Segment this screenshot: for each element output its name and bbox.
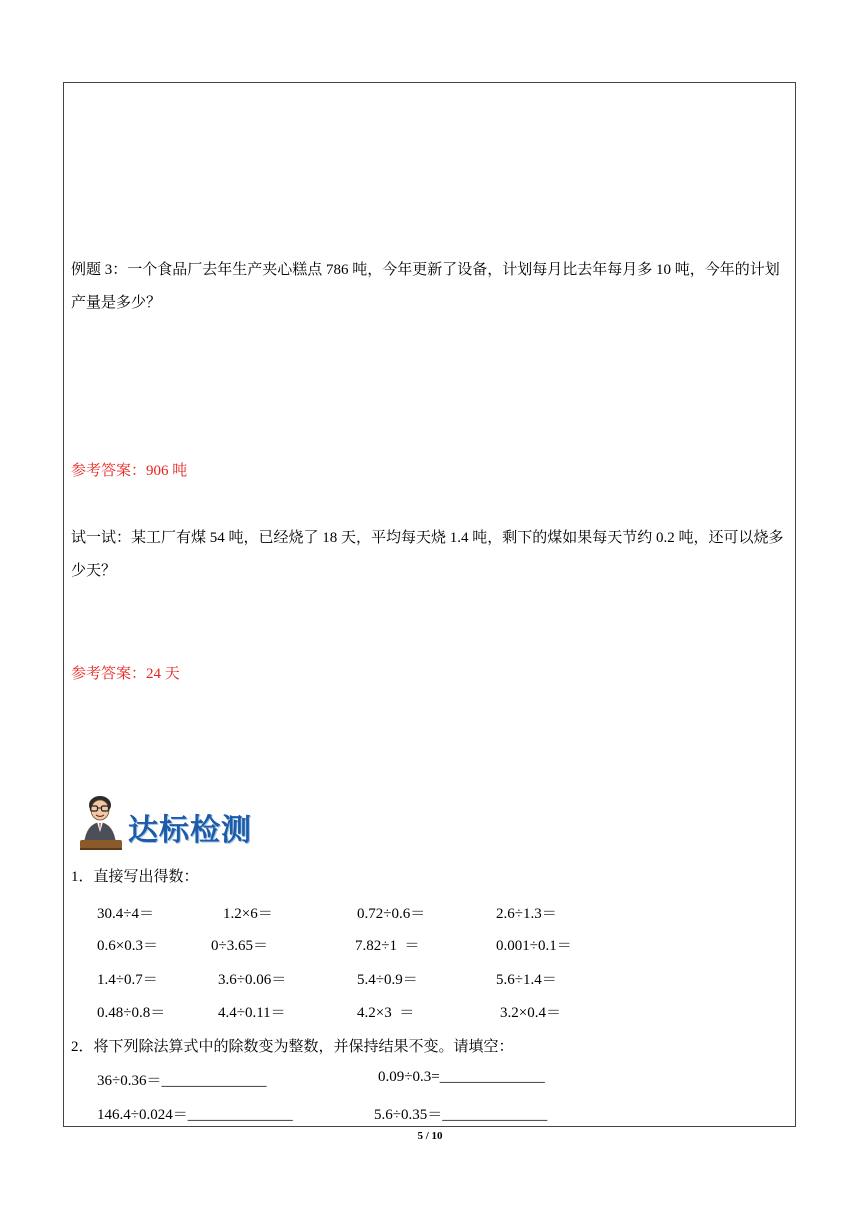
q1-item: 4.4÷0.11＝ <box>218 1005 286 1021</box>
q1-item: 30.4÷4＝ <box>97 906 154 922</box>
try-line1: 试一试：某工厂有煤 54 吨，已经烧了 18 天，平均每天烧 1.4 吨，剩下的煤如果每天节约 0.2 吨，还可以烧多 <box>71 530 784 546</box>
q1-item: 0.6×0.3＝ <box>97 938 158 954</box>
q1-item: 3.2×0.4＝ <box>500 1005 561 1021</box>
example3-question <box>71 254 793 320</box>
example3-line2: 产量是多少？ <box>71 295 162 311</box>
q2-item: 0.09÷0.3=______________ <box>378 1069 545 1085</box>
try-line2: 少天？ <box>71 563 117 579</box>
q1-row <box>0 934 860 956</box>
q1-row <box>0 1001 860 1023</box>
q1-item: 4.2×3 ＝ <box>357 1005 415 1021</box>
section-heading <box>78 792 278 852</box>
q1-item: 7.82÷1 ＝ <box>355 938 420 954</box>
q2-item: 146.4÷0.024＝______________ <box>97 1107 293 1123</box>
q1-row <box>0 902 860 924</box>
q2-row <box>0 1069 860 1091</box>
q1-item: 2.6÷1.3＝ <box>496 906 557 922</box>
q1-item: 1.4÷0.7＝ <box>97 972 158 988</box>
page-number: 5 / 10 <box>417 1130 443 1142</box>
q1-item: 0÷3.65＝ <box>211 938 268 954</box>
try-answer: 参考答案：24 天 <box>71 666 180 682</box>
q2-row <box>0 1103 860 1125</box>
q1-item: 0.001÷0.1＝ <box>496 938 572 954</box>
q1-item: 3.6÷0.06＝ <box>218 972 287 988</box>
teacher-mascot-icon <box>78 792 126 852</box>
try-question <box>71 522 793 588</box>
q1-item: 5.4÷0.9＝ <box>357 972 418 988</box>
q1-item: 0.48÷0.8＝ <box>97 1005 166 1021</box>
q1-prompt: 1．直接写出得数： <box>71 869 199 885</box>
q1-item: 0.72÷0.6＝ <box>357 906 426 922</box>
example3-answer: 参考答案：906 吨 <box>71 463 188 479</box>
q2-prompt: 2．将下列除法算式中的除数变为整数，并保持结果不变。请填空： <box>71 1039 514 1055</box>
example3-line1: 例题 3：一个食品厂去年生产夹心糕点 786 吨，今年更新了设备，计划每月比去年每月多 10 吨，今年的计划 <box>71 262 780 278</box>
q1-item: 5.6÷1.4＝ <box>496 972 557 988</box>
q1-row <box>0 968 860 990</box>
q1-item: 1.2×6＝ <box>223 906 273 922</box>
q2-item: 5.6÷0.35＝______________ <box>374 1107 548 1123</box>
q2-item: 36÷0.36＝______________ <box>97 1073 267 1089</box>
section-title: 达标检测 <box>128 813 252 848</box>
